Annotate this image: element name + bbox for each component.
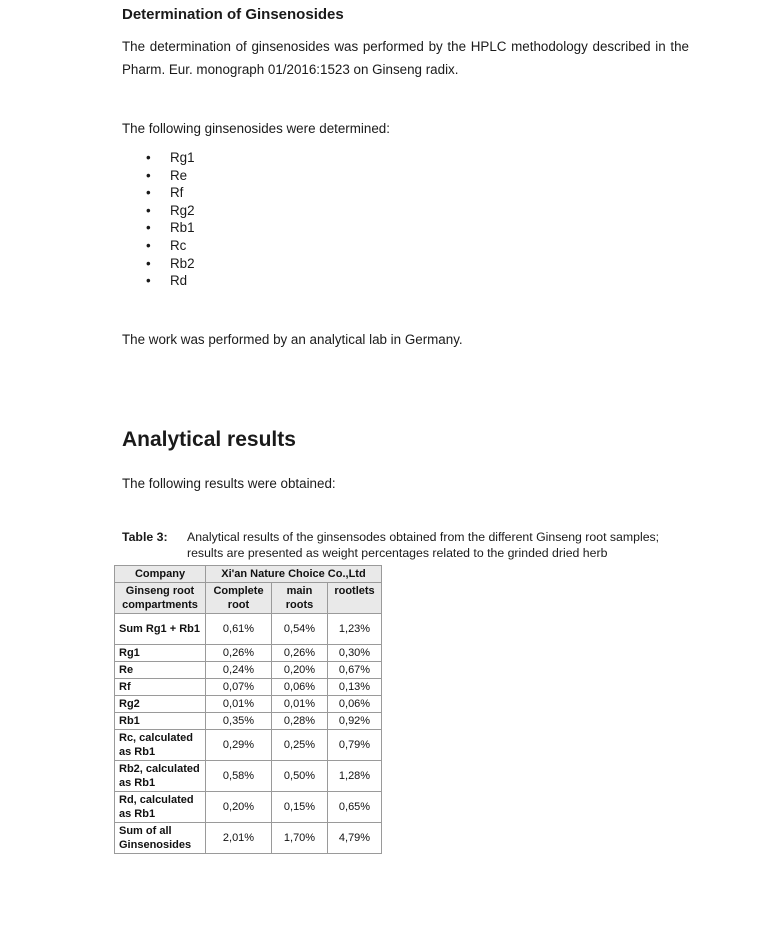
bullet-icon: • bbox=[146, 220, 151, 236]
table-row bbox=[115, 792, 382, 823]
row-label: Re bbox=[115, 662, 206, 679]
methodology-paragraph: The determination of ginsenosides was performed by the HPLC methodology described in the Pharm. Eur. monograph 01/2016:1523 on Ginseng radix. bbox=[122, 39, 689, 77]
value-cell: 0,06% bbox=[272, 679, 328, 696]
value-cell: 0,15% bbox=[272, 792, 328, 823]
value-cell: 0,20% bbox=[206, 792, 272, 823]
value-cell: 1,28% bbox=[328, 761, 382, 792]
list-item: • Rd bbox=[146, 273, 188, 289]
value-cell: 1,23% bbox=[328, 614, 382, 645]
compartments-header-cell: Ginseng root compartments bbox=[115, 583, 206, 614]
lab-note-paragraph: The work was performed by an analytical lab in Germany. bbox=[122, 332, 463, 347]
results-table bbox=[114, 565, 382, 854]
bullet-icon: • bbox=[146, 255, 151, 271]
table-row bbox=[115, 679, 382, 696]
table-caption-label: Table 3: bbox=[122, 530, 168, 544]
value-cell: 0,65% bbox=[328, 792, 382, 823]
table-header-row bbox=[115, 583, 382, 614]
table-row bbox=[115, 645, 382, 662]
row-label: Sum Rg1 + Rb1 bbox=[115, 614, 206, 645]
bullet-icon: • bbox=[146, 202, 151, 218]
list-intro-paragraph: The following ginsenosides were determined: bbox=[122, 121, 390, 136]
bullet-icon: • bbox=[146, 185, 151, 201]
value-cell: 0,35% bbox=[206, 713, 272, 730]
table-row bbox=[115, 696, 382, 713]
table-row bbox=[115, 761, 382, 792]
value-cell: 1,70% bbox=[272, 823, 328, 854]
table-row bbox=[115, 823, 382, 854]
list-item: • Re bbox=[146, 167, 188, 183]
list-item: • Rg2 bbox=[146, 202, 195, 218]
value-cell: 0,26% bbox=[206, 645, 272, 662]
value-cell: 0,01% bbox=[272, 696, 328, 713]
list-item: • Rf bbox=[146, 185, 184, 201]
row-label: Rb1 bbox=[115, 713, 206, 730]
value-cell: 0,06% bbox=[328, 696, 382, 713]
value-cell: 0,50% bbox=[272, 761, 328, 792]
table-row bbox=[115, 730, 382, 761]
value-cell: 0,25% bbox=[272, 730, 328, 761]
value-cell: 0,29% bbox=[206, 730, 272, 761]
row-label: Rg1 bbox=[115, 645, 206, 662]
row-label: Rb2, calculated as Rb1 bbox=[115, 761, 206, 792]
value-cell: 0,24% bbox=[206, 662, 272, 679]
value-cell: 2,01% bbox=[206, 823, 272, 854]
value-cell: 0,01% bbox=[206, 696, 272, 713]
row-label: Rd, calculated as Rb1 bbox=[115, 792, 206, 823]
value-cell: 0,54% bbox=[272, 614, 328, 645]
table-caption-text: Analytical results of the ginsensodes obtained from the different Ginseng root samples; results are presented as weight percentages related to the grinded dried herb bbox=[187, 530, 660, 560]
value-cell: 0,30% bbox=[328, 645, 382, 662]
section-heading-ginsenosides: Determination of Ginsenosides bbox=[122, 6, 344, 23]
row-label: Rf bbox=[115, 679, 206, 696]
value-cell: 0,13% bbox=[328, 679, 382, 696]
value-cell: 0,92% bbox=[328, 713, 382, 730]
value-cell: 0,58% bbox=[206, 761, 272, 792]
list-item: • Rb2 bbox=[146, 255, 195, 271]
bullet-icon: • bbox=[146, 167, 151, 183]
value-cell: 0,67% bbox=[328, 662, 382, 679]
table-row bbox=[115, 713, 382, 730]
value-cell: 0,07% bbox=[206, 679, 272, 696]
table-header-row bbox=[115, 566, 382, 583]
column-header-rootlets: rootlets bbox=[328, 583, 382, 614]
column-header-main-roots: main roots bbox=[272, 583, 328, 614]
value-cell: 0,28% bbox=[272, 713, 328, 730]
table-row bbox=[115, 662, 382, 679]
results-intro-paragraph: The following results were obtained: bbox=[122, 476, 336, 491]
ginsenoside-list bbox=[146, 149, 195, 290]
list-item: • Rb1 bbox=[146, 220, 195, 236]
value-cell: 0,26% bbox=[272, 645, 328, 662]
value-cell: 0,79% bbox=[328, 730, 382, 761]
list-item: • Rg1 bbox=[146, 150, 195, 165]
bullet-icon: • bbox=[146, 273, 151, 289]
row-label: Rg2 bbox=[115, 696, 206, 713]
table-row bbox=[115, 614, 382, 645]
row-label: Sum of all Ginsenosides bbox=[115, 823, 206, 854]
value-cell: 0,20% bbox=[272, 662, 328, 679]
list-item: • Rc bbox=[146, 237, 187, 253]
bullet-icon: • bbox=[146, 150, 151, 165]
value-cell: 0,61% bbox=[206, 614, 272, 645]
section-heading-analytical-results: Analytical results bbox=[122, 428, 296, 451]
row-label: Rc, calculated as Rb1 bbox=[115, 730, 206, 761]
company-header-cell: Company bbox=[115, 566, 206, 583]
value-cell: 4,79% bbox=[328, 823, 382, 854]
column-header-complete-root: Complete root bbox=[206, 583, 272, 614]
company-name-cell: Xi'an Nature Choice Co.,Ltd bbox=[206, 566, 382, 583]
bullet-icon: • bbox=[146, 237, 151, 253]
